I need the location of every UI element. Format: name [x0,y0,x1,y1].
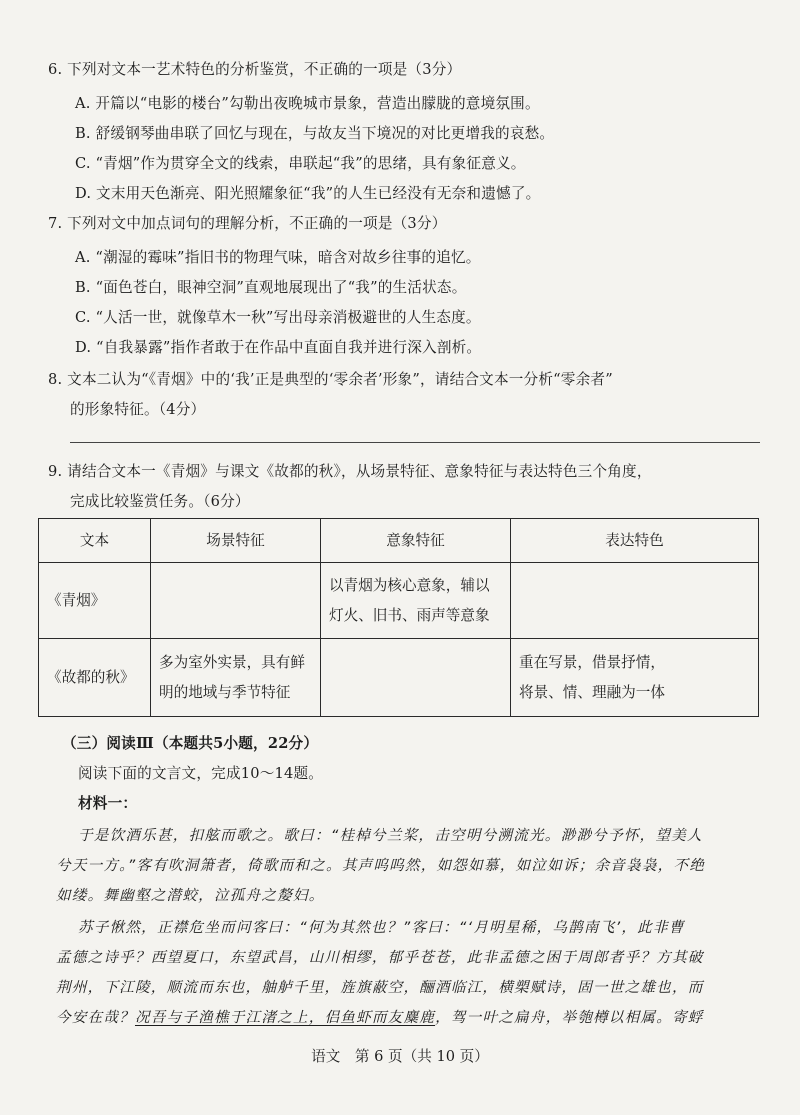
row2-expression [511,639,759,717]
q6-option-c: C. “青烟”作为贯穿全文的线索，串联起“我”的思绪，具有象征意义。 [75,155,526,172]
table-row [39,639,759,717]
passage-text: ，驾一叶之扁舟，举匏樽以相属。寄蜉 [435,1009,704,1026]
passage-p2-line3: 荆州，下江陵，顺流而东也，舳舻千里，旌旗蔽空，酾酒临江，横槊赋诗，固一世之雄也，而 [56,979,704,996]
q6-stem: 6. 下列对文本一艺术特色的分析鉴赏，不正确的一项是（3分） [48,61,462,78]
header-scene: 场景特征 [151,519,321,563]
row1-scene-blank[interactable] [151,563,321,639]
table-header-row [39,519,759,563]
passage-p2-line2: 孟德之诗乎？西望夏口，东望武昌，山川相缪，郁乎苍苍，此非孟德之困于周郎者乎？方其破 [56,949,704,966]
row2-text: 《故都的秋》 [39,639,151,717]
q7-option-b: B. “面色苍白，眼神空洞”直观地展现出了“我”的生活状态。 [75,279,467,296]
row2-scene [151,639,321,717]
q8-stem-line1: 8. 文本二认为“《青烟》中的‘我’正是典型的‘零余者’形象”，请结合文本一分析“零余者” [48,371,613,388]
passage-text: 今安在哉？ [56,1009,135,1026]
passage-p1-line3: 如缕。舞幽壑之潜蛟，泣孤舟之嫠妇。 [56,887,325,904]
q9-stem-line1: 9. 请结合文本一《青烟》与课文《故都的秋》，从场景特征、意象特征与表达特色三个角度， [48,463,652,480]
q9-stem-line2: 完成比较鉴赏任务。（6分） [70,493,250,510]
header-image: 意象特征 [321,519,511,563]
q7-option-a: A. “潮湿的霉味”指旧书的物理气味，暗含对故乡往事的追忆。 [75,249,481,266]
q7-stem: 7. 下列对文中加点词句的理解分析，不正确的一项是（3分） [48,215,447,232]
passage-p1-line2: 兮天一方。”客有吹洞箫者，倚歌而和之。其声呜呜然，如怨如慕，如泣如诉；余音袅袅，不绝 [56,857,706,874]
header-text: 文本 [39,519,151,563]
row2-scene-line2: 明的地域与季节特征 [159,683,291,701]
row2-image-blank[interactable] [321,639,511,717]
passage-p1-line1: 于是饮酒乐甚，扣舷而歌之。歌曰：“桂棹兮兰桨，击空明兮溯流光。渺渺兮予怀，望美人 [78,827,703,844]
row1-image-line1: 以青烟为核心意象，辅以 [329,576,490,594]
answer-line [70,442,760,443]
row1-expression-blank[interactable] [511,563,759,639]
row1-text: 《青烟》 [39,563,151,639]
row2-expression-line2: 将景、情、理融为一体 [519,683,665,701]
comparison-table [38,518,759,717]
row2-expression-line1: 重在写景，借景抒情， [519,653,665,671]
passage-p2-line4 [56,1008,704,1028]
row2-scene-line1: 多为室外实景，具有鲜 [159,653,305,671]
header-expression: 表达特色 [511,519,759,563]
row1-image [321,563,511,639]
section-instruction: 阅读下面的文言文，完成10～14题。 [78,765,324,782]
section-title: （三）阅读Ⅲ（本题共5小题，22分） [62,735,319,752]
q6-option-a: A. 开篇以“电影的楼台”勾勒出夜晚城市景象，营造出朦胧的意境氛围。 [75,95,540,112]
material-label: 材料一： [78,795,138,812]
q6-option-d: D. 文末用天色渐亮、阳光照耀象征“我”的人生已经没有无奈和遗憾了。 [75,185,541,202]
passage-p2-line1: 苏子愀然，正襟危坐而问客曰：“何为其然也？”客曰：“‘月明星稀，乌鹊南飞’，此非曹 [78,919,685,936]
page-footer: 语文 第 6 页（共 10 页） [311,1048,489,1065]
q7-option-c: C. “人活一世，就像草木一秋”写出母亲消极避世的人生态度。 [75,309,481,326]
q7-option-d: D. “自我暴露”指作者敢于在作品中直面自我并进行深入剖析。 [75,339,482,356]
underlined-sentence: 况吾与子渔樵于江渚之上，侣鱼虾而友麋鹿 [134,1009,436,1026]
q6-option-b: B. 舒缓钢琴曲串联了回忆与现在，与故友当下境况的对比更增我的哀愁。 [75,125,555,142]
table-row [39,563,759,639]
q8-stem-line2: 的形象特征。（4分） [70,401,206,418]
row1-image-line2: 灯火、旧书、雨声等意象 [329,606,490,624]
